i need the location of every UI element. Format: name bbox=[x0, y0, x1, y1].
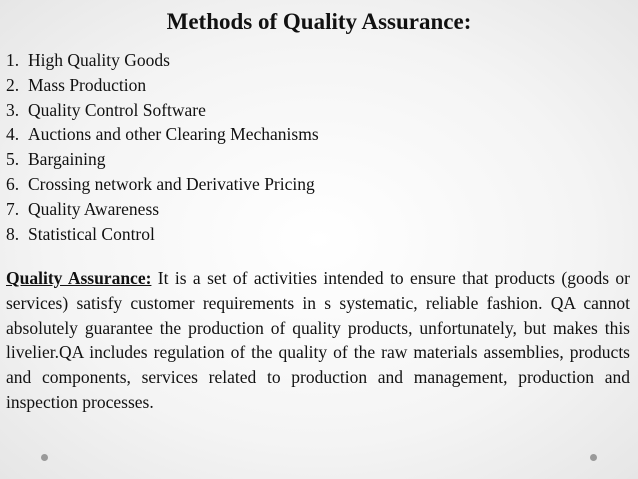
left-decorative-dot bbox=[41, 454, 48, 461]
list-item-number: 4. bbox=[6, 124, 20, 145]
list-item-number: 5. bbox=[6, 149, 20, 170]
list-item-number: 6. bbox=[6, 173, 20, 194]
list-item-number: 7. bbox=[6, 198, 20, 219]
list-item bbox=[6, 98, 319, 123]
list-item bbox=[6, 197, 319, 222]
list-item bbox=[6, 122, 319, 147]
definition-paragraph bbox=[6, 266, 630, 415]
list-item bbox=[6, 172, 319, 197]
list-item-number: 3. bbox=[6, 99, 20, 120]
list-item-label: Quality Awareness bbox=[28, 198, 160, 219]
definition-term: Quality Assurance: bbox=[6, 268, 152, 288]
list-item-number: 8. bbox=[6, 223, 20, 244]
list-item bbox=[6, 73, 319, 98]
methods-list bbox=[6, 48, 319, 246]
list-item-label: Statistical Control bbox=[28, 223, 155, 244]
definition-text: It is a set of activities intended to ensure that products (goods or services) satisfy customer requirements in s systematic, reliable fashion. QA cannot absolutely guarantee the production of quality products, unfortunately, but makes this livelier.QA includes regulation of the quality of the raw materials assemblies, products and components, services related to production and management, production and inspection processes. bbox=[6, 268, 630, 412]
right-decorative-dot bbox=[590, 454, 597, 461]
list-item bbox=[6, 48, 319, 73]
list-item-number: 1. bbox=[6, 50, 20, 70]
slide-title: Methods of Quality Assurance: bbox=[166, 9, 472, 34]
list-item-label: High Quality Goods bbox=[28, 50, 170, 70]
list-item-label: Crossing network and Derivative Pricing bbox=[28, 173, 315, 194]
list-item-label: Mass Production bbox=[28, 74, 147, 95]
list-item bbox=[6, 222, 319, 247]
list-item-label: Bargaining bbox=[28, 149, 106, 170]
list-item bbox=[6, 147, 319, 172]
list-item-label: Auctions and other Clearing Mechanisms bbox=[28, 124, 319, 145]
list-item-number: 2. bbox=[6, 74, 20, 95]
list-item-label: Quality Control Software bbox=[28, 99, 206, 120]
